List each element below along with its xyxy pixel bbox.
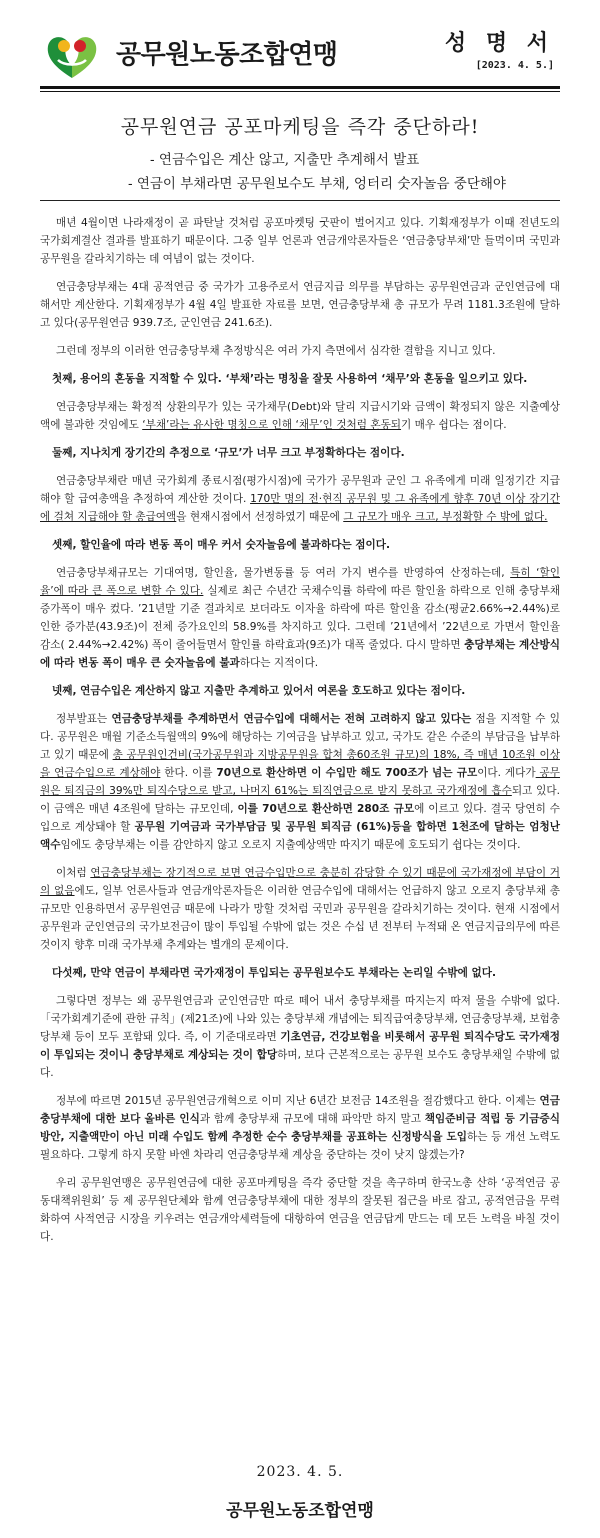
org-name: 공무원노동조합연맹 [116, 40, 338, 70]
signature-org: 공무원노동조합연맹 [226, 1501, 374, 1521]
paragraph: 그렇다면 정부는 왜 공무원연금과 군인연금만 따로 떼어 내서 충당부채를 따지는지 따져 물을 수밖에 없다. 「국가회계기준에 관한 규칙」(제21조)에 나와 있는 충당부채 개념에는 퇴직급여충당부채, 연금충당부채, 보험충당부채 등이 모두 포함돼 있다. 즉, 이 기준대로라면 기초연금, 건강보험을 비롯해서 공무원 퇴직수당도 국가재정이 투입되는 것이니 충당부채로 계상되는 것이 합당하며, 보다 근본적으로는 공무원 보수도 충당부채일 수밖에 없다. [40, 995, 561, 1079]
paragraph: 이처럼 연금충당부채는 장기적으로 보면 연금수입만으로 충분히 감당할 수 있기 때문에 국가재정에 부담이 거의 없음에도, 일부 언론사들과 연금개악론자들은 이러한 연금수입에 대해서는 언급하지 않고 오로지 충당부채 총규모만 인용하면서 공무원연금 때문에 나라가 망할 것처럼 국민과 공무원을 갈라치기하는 것이다. 현재 시점에서 공무원과 군인연금의 국가보전금이 많이 투입될 수밖에 없는 것은 수십 년 전부터 누적돼 온 연금지급의무에 따른 것이지 향후 미래 국가부채 추계와는 별개의 문제이다. [40, 867, 560, 951]
paragraph: 연금충당부채는 4대 공적연금 중 국가가 고용주로서 연금지급 의무를 부담하는 공무원연금과 군인연금에 대해서만 계산한다. 기획재정부가 4월 4일 발표한 자료를 보면, 연금충당부채 총 규모가 무려 1181.3조원에 달하고 있다(공무원연금 939.7조, 군인연금 241.6조). [40, 281, 560, 329]
subtitle-2: - 연금이 부채라면 공무원보수도 부채, 엉터리 숫자놀음 중단해야 [128, 176, 506, 192]
paragraph: 정부발표는 연금충당부채를 추계하면서 연금수입에 대해서는 전혀 고려하지 않고 있다는 점을 지적할 수 있다. 공무원은 매월 기준소득월액의 9%에 해당하는 기여금을 납부하고 있고, 국가도 같은 수준의 부담금을 납부하고 있기 때문에 총 공무원인건비(국가공무원과 지방공무원을 합쳐 총60조원 규모)의 18%, 즉 매년 10조원 이상을 연금수입으로 계상해야 한다. 이를 70년으로 환산하면 이 수입만 해도 700조가 넘는 규모이다. 게다가 공무원은 퇴직금의 39%만 퇴직수당으로 받고, 나머지 61%는 퇴직연금으로 받지 못하고 국가재정에 흡수되고 있다. 이 금액은 매년 4조원에 달하는 규모인데, 이를 70년으로 환산하면 280조 규모에 이르고 있다. 결국 당연히 수입으로 계상돼야 할 공무원 기여금과 국가부담금 및 공무원 퇴직금 (61%)등을 합하면 1천조에 달하는 엄청난 액수임에도 충당부채는 이를 감안하지 않고 오로지 지출예상액만 따지기 때문에 호도되기 쉽다는 것이다. [40, 713, 561, 851]
header-rule-thin [40, 91, 560, 92]
statement-body [40, 214, 560, 1256]
paragraph: 연금충당부채규모는 기대여명, 할인율, 물가변동률 등 여러 가지 변수를 반영하여 산정하는데, 특히 ‘할인율’에 따라 큰 폭으로 변할 수 있다. 실제로 최근 수년간 국채수익률 하락에 따른 할인율 하락으로 인해 충당부채 증가폭이 매우 컸다. ’21년말 기준 결과치로 보더라도 이자율 하락에 따른 할인율 감소(평균2.66%→2.44%)로 인한 증가분(43.9조)이 전체 증가요인의 58.9%를 차지하고 있다. 그런데 ’21년에서 ’22년으로 가면서 할인율 감소( 2.44%→2.42%) 폭이 줄어들면서 할인률 하락효과(9조)가 대폭 줄었다. 다시 말하면 충당부채는 계산방식에 따라 변동 폭이 매우 큰 숫자놀음에 불과하다는 지적이다. [40, 567, 560, 669]
paragraph: 정부에 따르면 2015년 공무원연금개혁으로 이미 지난 6년간 보전금 14조원을 절감했다고 한다. 이제는 연금충당부채에 대한 보다 올바른 인식과 함께 충당부채 규모에 대해 파악만 하지 말고 책임준비금 적립 등 기금증식방안, 지출액만이 아닌 미래 수입도 함께 추정한 순수 충당부채를 공표하는 신정방식을 도입하는 등 개선 노력도 필요하다. 그렇게 하지 못할 바엔 차라리 연금충당부채 계상을 중단하는 것이 낫지 않겠는가? [40, 1095, 560, 1161]
signature-date: 2023. 4. 5. [256, 1464, 344, 1480]
document-header [40, 26, 560, 82]
subtitle-1: - 연금수입은 계산 않고, 지출만 추계해서 발표 [150, 152, 420, 168]
paragraph: 매년 4월이면 나라재정이 곧 파탄날 것처럼 공포마켓팅 굿판이 벌어지고 있다. 기획재정부가 이때 전년도의 국가회계결산 결과를 발표하기 때문이다. 그중 일부 언론과 연금개악론자들은 ‘연금충당부채’만 들먹이며 국민과 공무원을 갈라치기하는 데 여념이 없는 것이다. [40, 217, 560, 265]
section-heading-2: 둘째, 지나치게 장기간의 추정으로 ‘규모’가 너무 크고 부정확하다는 점이다. [52, 447, 405, 459]
section-heading-3: 셋째, 할인율에 따라 변동 폭이 매우 커서 숫자놀음에 불과하다는 점이다. [52, 539, 391, 551]
union-logo-icon [44, 32, 100, 82]
title-rule [40, 200, 560, 201]
document-type: 성 명 서 [444, 31, 554, 56]
statement-title: 공무원연금 공포마케팅을 즉각 중단하라! [120, 116, 480, 138]
paragraph: 그런데 정부의 이러한 연금충당부채 추정방식은 여러 가지 측면에서 심각한 결함을 지니고 있다. [56, 345, 496, 357]
section-heading-1: 첫째, 용어의 혼동을 지적할 수 있다. ‘부채’라는 명칭을 잘못 사용하여 ‘채무’와 혼동을 일으키고 있다. [52, 373, 528, 385]
document-date: [2023. 4. 5.] [475, 60, 554, 71]
paragraph: 연금충당부채는 확정적 상환의무가 있는 국가채무(Debt)와 달리 지급시기와 금액이 확정되지 않은 지출예상액에 불과한 것임에도 ‘부채’라는 유사한 명칭으로 인해 ‘채무’인 것처럼 혼동되기 매우 쉽다는 점이다. [40, 401, 560, 431]
header-rule [40, 86, 560, 89]
section-heading-5: 다섯째, 만약 연금이 부채라면 국가재정이 투입되는 공무원보수도 부채라는 논리일 수밖에 없다. [52, 967, 497, 979]
paragraph: 연금충당부채란 매년 국가회계 종료시점(평가시점)에 국가가 공무원과 군인 그 유족에게 미래 일정기간 지급해야 할 급여총액을 추정하여 계산한 것이다. 170만 명의 전·현직 공무원 및 그 유족에게 향후 70년 이상 장기간에 걸쳐 지급해야 할 총급여액을 현재시점에서 선정하였기 때문에 그 규모가 매우 크고, 부정확할 수 밖에 없다. [40, 475, 560, 523]
paragraph: 우리 공무원연맹은 공무원연금에 대한 공포마케팅을 즉각 중단할 것을 촉구하며 한국노총 산하 ‘공적연금 공동대책위원회’ 등 제 공무원단체와 함께 연금충당부채에 대한 정부의 잘못된 접근을 바로 잡고, 공적연금을 무력화하여 사적연금 시장을 키우려는 연금개악세력들에 대항하여 연금을 연금답게 만드는 데 모든 노력을 바칠 것이다. [40, 1177, 560, 1243]
section-heading-4: 넷째, 연금수입은 계산하지 않고 지출만 추계하고 있어서 여론을 호도하고 있다는 점이다. [52, 685, 466, 697]
